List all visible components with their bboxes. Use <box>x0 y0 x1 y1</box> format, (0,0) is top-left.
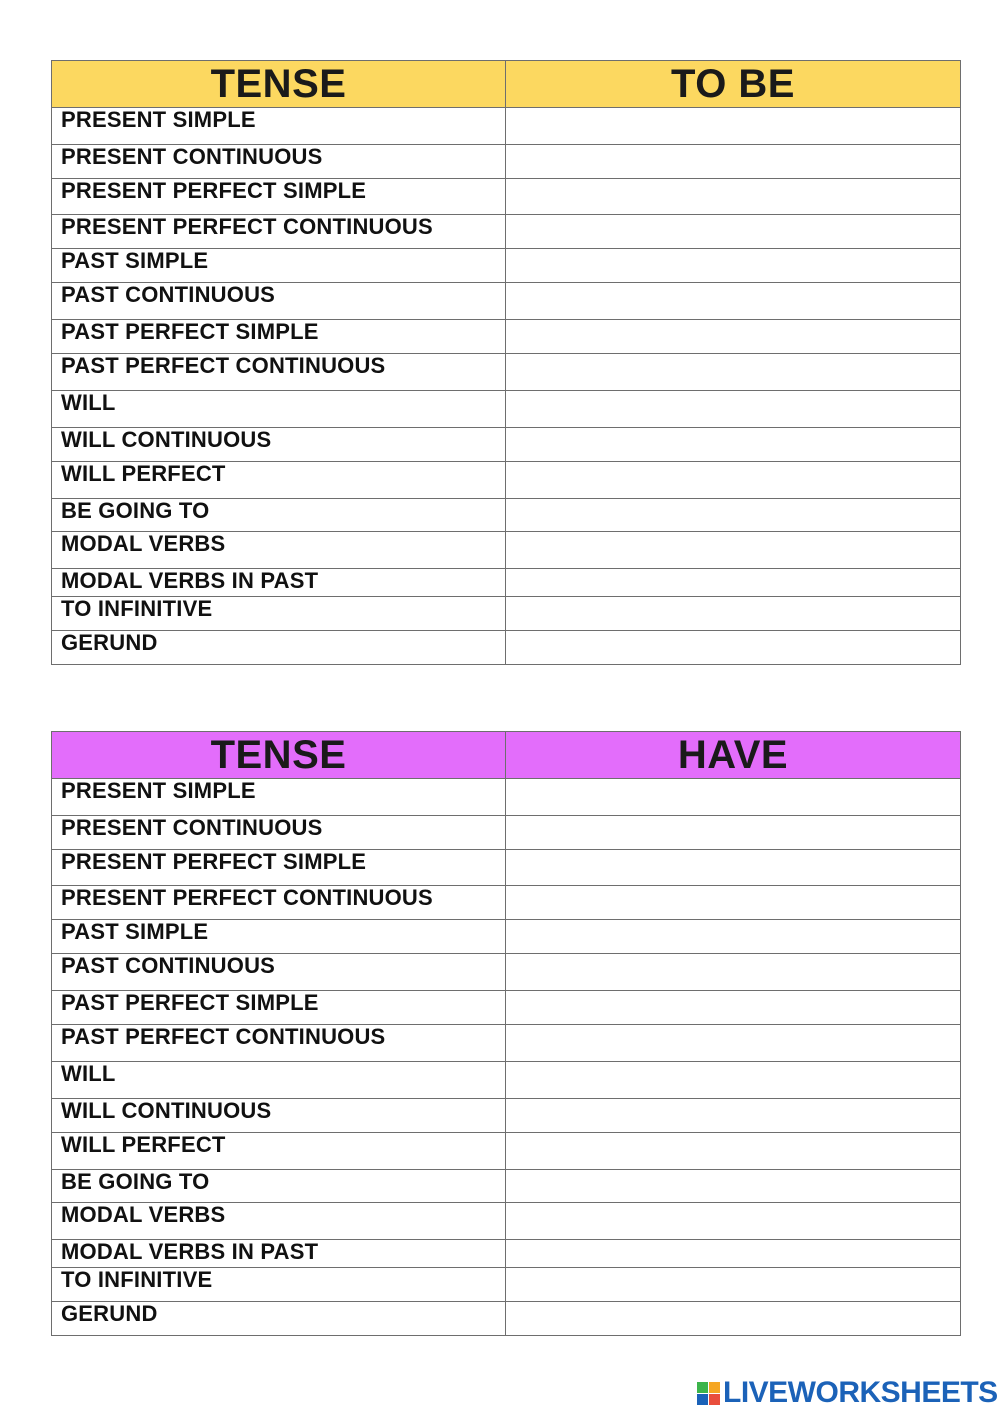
answer-cell[interactable] <box>506 954 961 991</box>
tense-cell: MODAL VERBS <box>52 1203 506 1240</box>
answer-cell[interactable] <box>506 428 961 462</box>
answer-cell[interactable] <box>506 1302 961 1336</box>
answer-cell[interactable] <box>506 991 961 1025</box>
answer-cell[interactable] <box>506 1025 961 1062</box>
answer-cell[interactable] <box>506 1062 961 1099</box>
tense-cell: PRESENT PERFECT SIMPLE <box>52 179 506 215</box>
tense-cell: TO INFINITIVE <box>52 1268 506 1302</box>
answer-cell[interactable] <box>506 320 961 354</box>
tense-cell: MODAL VERBS <box>52 532 506 569</box>
table-row <box>52 1170 961 1203</box>
table-row <box>52 145 961 179</box>
tense-cell: WILL <box>52 1062 506 1099</box>
table-row <box>52 1099 961 1133</box>
answer-cell[interactable] <box>506 179 961 215</box>
tense-cell: PAST PERFECT SIMPLE <box>52 991 506 1025</box>
table-row <box>52 850 961 886</box>
table-row <box>52 886 961 920</box>
table-header-row <box>52 61 961 108</box>
liveworksheets-logo-icon <box>697 1382 720 1405</box>
tense-cell: PRESENT CONTINUOUS <box>52 145 506 179</box>
tense-cell: GERUND <box>52 1302 506 1336</box>
answer-cell[interactable] <box>506 1133 961 1170</box>
table-row <box>52 283 961 320</box>
table-row <box>52 954 961 991</box>
answer-cell[interactable] <box>506 249 961 283</box>
answer-cell[interactable] <box>506 631 961 665</box>
table-row <box>52 631 961 665</box>
tense-cell: TO INFINITIVE <box>52 597 506 631</box>
table-row <box>52 1025 961 1062</box>
tense-column-header: TENSE <box>52 61 506 108</box>
tense-cell: WILL CONTINUOUS <box>52 1099 506 1133</box>
table-row <box>52 532 961 569</box>
answer-cell[interactable] <box>506 569 961 597</box>
answer-cell[interactable] <box>506 1099 961 1133</box>
table-row <box>52 779 961 816</box>
tense-cell: BE GOING TO <box>52 499 506 532</box>
table-row <box>52 179 961 215</box>
tense-cell: PRESENT CONTINUOUS <box>52 816 506 850</box>
tense-cell: GERUND <box>52 631 506 665</box>
tense-cell: PRESENT PERFECT CONTINUOUS <box>52 215 506 249</box>
table-row <box>52 569 961 597</box>
tense-cell: PAST PERFECT CONTINUOUS <box>52 1025 506 1062</box>
liveworksheets-wordmark: LIVEWORKSHEETS <box>723 1376 998 1409</box>
tense-cell: WILL PERFECT <box>52 462 506 499</box>
liveworksheets-logo <box>697 1376 998 1410</box>
answer-cell[interactable] <box>506 462 961 499</box>
answer-cell[interactable] <box>506 920 961 954</box>
table-row <box>52 1268 961 1302</box>
have-column-header: HAVE <box>506 732 961 779</box>
tense-cell: WILL <box>52 391 506 428</box>
table-header-row <box>52 732 961 779</box>
tense-cell: PRESENT SIMPLE <box>52 108 506 145</box>
answer-cell[interactable] <box>506 391 961 428</box>
table-row <box>52 499 961 532</box>
table-row <box>52 1240 961 1268</box>
tense-cell: WILL CONTINUOUS <box>52 428 506 462</box>
answer-cell[interactable] <box>506 1240 961 1268</box>
answer-cell[interactable] <box>506 1268 961 1302</box>
answer-cell[interactable] <box>506 532 961 569</box>
tense-cell: MODAL VERBS IN PAST <box>52 569 506 597</box>
table-row <box>52 108 961 145</box>
tense-cell: PAST SIMPLE <box>52 249 506 283</box>
table-row <box>52 391 961 428</box>
tense-cell: PRESENT SIMPLE <box>52 779 506 816</box>
answer-cell[interactable] <box>506 1170 961 1203</box>
table-row <box>52 249 961 283</box>
table-row <box>52 428 961 462</box>
answer-cell[interactable] <box>506 108 961 145</box>
table-row <box>52 215 961 249</box>
answer-cell[interactable] <box>506 850 961 886</box>
answer-cell[interactable] <box>506 779 961 816</box>
tense-cell: BE GOING TO <box>52 1170 506 1203</box>
table-row <box>52 1133 961 1170</box>
table-row <box>52 320 961 354</box>
tense-cell: PRESENT PERFECT SIMPLE <box>52 850 506 886</box>
table-row <box>52 1302 961 1336</box>
table-row <box>52 462 961 499</box>
tense-cell: PRESENT PERFECT CONTINUOUS <box>52 886 506 920</box>
have-table <box>51 731 961 1336</box>
tense-cell: PAST PERFECT CONTINUOUS <box>52 354 506 391</box>
to-be-column-header: TO BE <box>506 61 961 108</box>
tense-cell: PAST CONTINUOUS <box>52 283 506 320</box>
table-row <box>52 597 961 631</box>
table-row <box>52 991 961 1025</box>
answer-cell[interactable] <box>506 354 961 391</box>
to-be-table <box>51 60 961 665</box>
tense-column-header: TENSE <box>52 732 506 779</box>
table-row <box>52 354 961 391</box>
tense-cell: PAST SIMPLE <box>52 920 506 954</box>
answer-cell[interactable] <box>506 816 961 850</box>
answer-cell[interactable] <box>506 1203 961 1240</box>
table-row <box>52 920 961 954</box>
table-row <box>52 1203 961 1240</box>
table-row <box>52 1062 961 1099</box>
answer-cell[interactable] <box>506 886 961 920</box>
table-row <box>52 816 961 850</box>
tense-cell: PAST PERFECT SIMPLE <box>52 320 506 354</box>
answer-cell[interactable] <box>506 283 961 320</box>
tense-cell: PAST CONTINUOUS <box>52 954 506 991</box>
answer-cell[interactable] <box>506 597 961 631</box>
answer-cell[interactable] <box>506 215 961 249</box>
tense-cell: WILL PERFECT <box>52 1133 506 1170</box>
answer-cell[interactable] <box>506 499 961 532</box>
answer-cell[interactable] <box>506 145 961 179</box>
tense-cell: MODAL VERBS IN PAST <box>52 1240 506 1268</box>
